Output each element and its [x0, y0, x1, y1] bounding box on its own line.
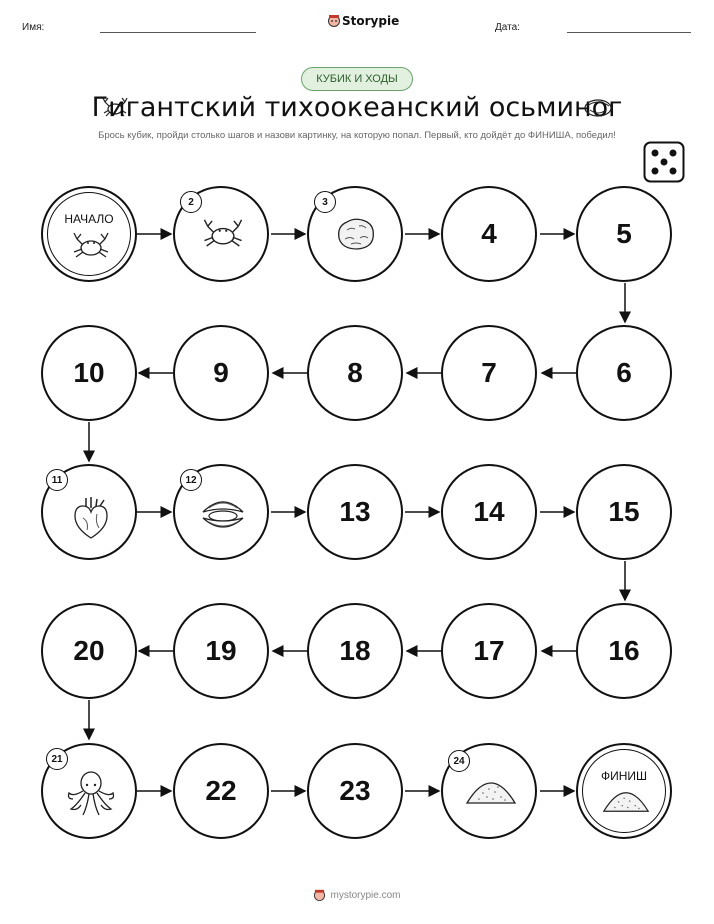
- square-number: 16: [608, 635, 640, 666]
- square-number: 7: [481, 357, 497, 388]
- name-label: Имя:: [22, 22, 45, 33]
- page-title: Гигантский тихоокеанский осьминог: [91, 92, 623, 123]
- crab-icon: [69, 230, 113, 262]
- square-19[interactable]: [173, 603, 269, 699]
- square-number: 8: [347, 357, 363, 388]
- finish-square[interactable]: [576, 743, 672, 839]
- heart-organ-icon: [69, 494, 113, 542]
- start-square[interactable]: [41, 186, 137, 282]
- footer-url[interactable]: mystorypie.com: [330, 890, 401, 901]
- instructions: Брось кубик, пройди столько шагов и назови картинку, на которую попал. Первый, кто дойдёт до ФИНИША, победил!: [98, 130, 616, 141]
- square-number: 10: [73, 357, 105, 388]
- square-number: 23: [339, 775, 371, 806]
- square-number-badge: 11: [46, 469, 68, 491]
- game-type-tag: КУБИК И ХОДЫ: [301, 67, 413, 91]
- square-number-badge: 24: [448, 750, 470, 772]
- square-number: 13: [339, 496, 371, 527]
- square-number: 19: [205, 635, 237, 666]
- square-14[interactable]: [441, 464, 537, 560]
- square-23[interactable]: [307, 743, 403, 839]
- square-4[interactable]: [441, 186, 537, 282]
- footer: [0, 888, 714, 901]
- square-number-badge: 3: [314, 191, 336, 213]
- oyster-icon: [197, 494, 249, 534]
- square-13[interactable]: [307, 464, 403, 560]
- square-number-badge: 21: [46, 748, 68, 770]
- square-9[interactable]: [173, 325, 269, 421]
- square-number: 6: [616, 357, 632, 388]
- square-6[interactable]: [576, 325, 672, 421]
- square-number: 5: [616, 218, 632, 249]
- square-20[interactable]: [41, 603, 137, 699]
- square-8[interactable]: [307, 325, 403, 421]
- square-18[interactable]: [307, 603, 403, 699]
- square-16[interactable]: [576, 603, 672, 699]
- square-number: 20: [73, 635, 105, 666]
- square-number-badge: 2: [180, 191, 202, 213]
- square-15[interactable]: [576, 464, 672, 560]
- octopus-icon: [63, 769, 119, 819]
- square-number: 9: [213, 357, 229, 388]
- square-number: 17: [473, 635, 505, 666]
- square-number: 4: [481, 218, 497, 249]
- square-number-badge: 12: [180, 469, 202, 491]
- rock-icon: [333, 214, 379, 254]
- crab-icon: [199, 216, 247, 252]
- square-10[interactable]: [41, 325, 137, 421]
- date-label: Дата:: [495, 22, 520, 33]
- square-7[interactable]: [441, 325, 537, 421]
- sand-pile-icon: [465, 779, 517, 807]
- brand-name: Storypie: [342, 14, 400, 28]
- sand-pile-icon: [602, 789, 650, 815]
- square-17[interactable]: [441, 603, 537, 699]
- square-number: 15: [608, 496, 640, 527]
- square-number: 22: [205, 775, 237, 806]
- finish-label: ФИНИШ: [600, 769, 648, 783]
- square-number: 14: [473, 496, 505, 527]
- storypie-logo-icon: [313, 888, 326, 901]
- square-number: 18: [339, 635, 371, 666]
- square-22[interactable]: [173, 743, 269, 839]
- square-5[interactable]: [576, 186, 672, 282]
- start-label: НАЧАЛО: [64, 212, 114, 226]
